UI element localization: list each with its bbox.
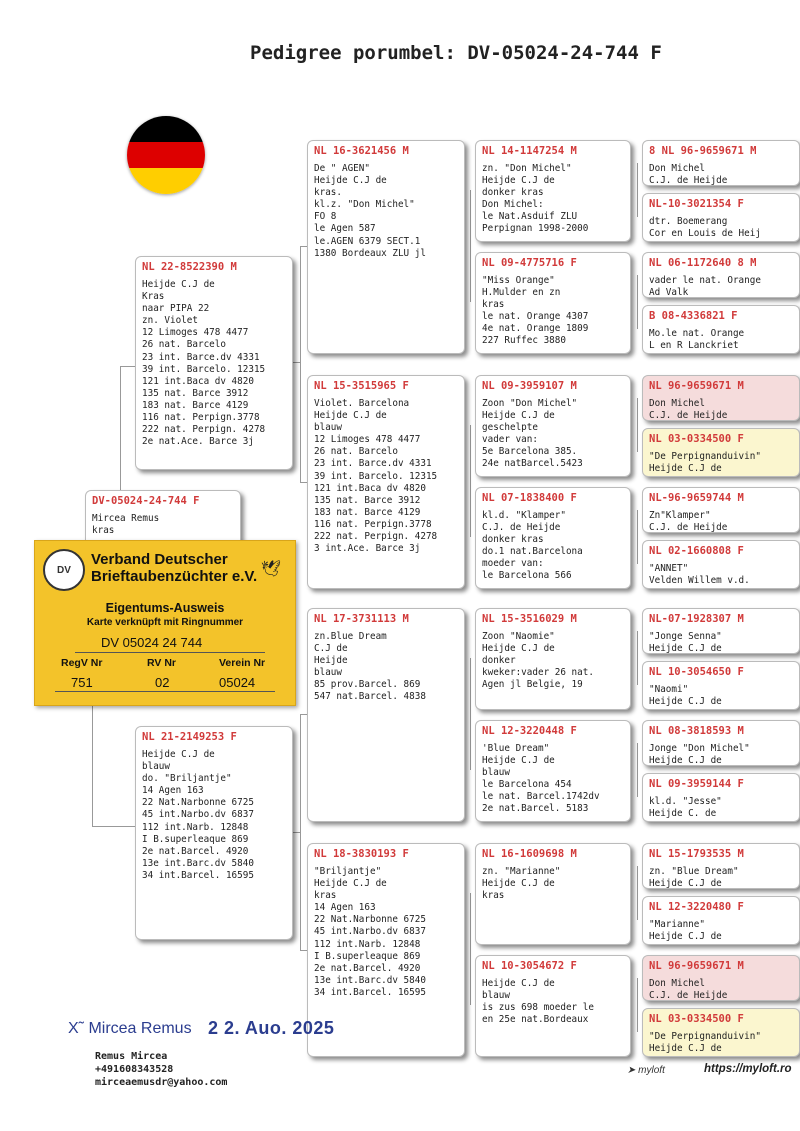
pigeon-info-line: 85 prov.Barcel. 869	[314, 679, 421, 691]
pigeon-info-line: Heijde C.J de	[649, 643, 722, 654]
pigeon-info-line: Heijde C. de	[649, 808, 717, 820]
pigeon-info-line: 222 nat. Perpign. 4278	[142, 424, 266, 436]
pigeon-info-line: 39 int. Barcelo. 12315	[142, 363, 266, 375]
pigeon-info-line: 547 nat.Barcel. 4838	[314, 691, 426, 703]
contact-email: mirceaemusdr@yahoo.com	[95, 1077, 228, 1088]
pigeon-info-line: Heijde C.J de	[314, 878, 387, 890]
pigeon-info-line: le Barcelona 566	[482, 570, 572, 582]
pigeon-card-g8	[642, 540, 800, 589]
divider	[55, 691, 275, 692]
pigeon-info-line: "Briljantje"	[314, 866, 382, 877]
ring-number: DV-05024-24-744 F	[92, 495, 200, 507]
label-regv: RegV Nr	[61, 657, 103, 669]
pigeon-info-line: kl.d. "Jesse"	[649, 796, 722, 807]
ring-number: NL 12-3220448 F	[482, 725, 577, 737]
pigeon-info-line: is zus 698 moeder le	[482, 1002, 594, 1014]
pigeon-info-line: 26 nat. Barcelo	[314, 446, 398, 458]
contact-name: Remus Mircea	[95, 1051, 168, 1062]
connector	[300, 714, 307, 715]
pigeon-info-line: naar PIPA 22	[142, 303, 210, 315]
pigeon-card-g16	[642, 1008, 800, 1057]
id-card-title: Eigentums-Ausweis	[105, 601, 225, 615]
connector	[637, 866, 638, 920]
pigeon-info-line: 13e int.Barc.dv 5840	[142, 857, 254, 869]
pigeon-info-line: 183 nat. Barce 4129	[314, 506, 421, 518]
pigeon-info-line: 'Blue Dream"	[482, 743, 550, 754]
pigeon-info-line: 23 int. Barce.dv 4331	[142, 351, 260, 363]
ring-number: NL 09-3959107 M	[482, 380, 577, 392]
pigeon-info-line: le Barcelona 454	[482, 779, 572, 791]
pigeon-info-line: zn. "Marianne"	[482, 866, 561, 877]
ring-number: NL 03-0334500 F	[649, 1013, 744, 1025]
pigeon-info-line: Don Michel	[649, 978, 705, 989]
pigeon-info-line: 2e nat.Ace. Barce 3j	[142, 436, 254, 448]
pigeon-info-line: vader le nat. Orange	[649, 275, 761, 286]
pigeon-info-line: zn. "Don Michel"	[482, 163, 572, 174]
pigeon-info-line: Heijde C.J de	[649, 463, 722, 475]
association-name-line2: Brieftaubenzüchter e.V.	[91, 568, 258, 585]
pigeon-info-line: Perpignan 1998-2000	[482, 223, 589, 235]
value-verein: 05024	[219, 675, 256, 690]
pigeon-card-ddd	[475, 955, 631, 1057]
pigeon-info-line: Velden Willem v.d.	[649, 575, 750, 587]
ring-number: NL 16-3621456 M	[314, 145, 409, 157]
pigeon-info-line: Heijde C.J de	[482, 175, 555, 187]
pigeon-info-line: "De Perpignanduivin"	[649, 451, 761, 462]
connector	[120, 366, 121, 496]
connector	[637, 275, 638, 329]
pigeon-info-line: 14 Agen 163	[142, 785, 204, 797]
pigeon-info-line: donker	[482, 655, 516, 667]
pigeon-info-line: 34 int.Barcel. 16595	[314, 986, 426, 998]
pigeon-info-line: blauw	[314, 422, 342, 434]
pigeon-info-line: Don Michel	[649, 163, 705, 174]
contact-phone: +491608343528	[95, 1064, 174, 1075]
pigeon-info-line: Don Michel:	[482, 199, 544, 211]
pigeon-info-line: 121 int.Baca dv 4820	[314, 482, 426, 494]
flag-stripe-red	[127, 142, 205, 168]
pigeon-info-line: C.J. de Heijde	[649, 410, 728, 421]
ring-number: NL 17-3731113 M	[314, 613, 409, 625]
pigeon-info-line: 34 int.Barcel. 16595	[142, 869, 254, 881]
pigeon-card-sds	[475, 375, 631, 477]
pigeon-info-line: 4e nat. Orange 1809	[482, 323, 589, 335]
pigeon-info-line: Zoon "Naomie"	[482, 631, 555, 642]
connector	[470, 893, 471, 1005]
pigeon-info-line: kras.	[314, 187, 342, 199]
ring-number: 8 NL 96-9659671 M	[649, 145, 757, 157]
ring-number: B 08-4336821 F	[649, 310, 738, 322]
stamp-date: 2 2. Auo. 2025	[208, 1018, 335, 1038]
connector	[470, 425, 471, 537]
pigeon-info-line: vader van:	[482, 434, 538, 446]
pigeon-info-line: 112 int.Narb. 12848	[314, 938, 421, 950]
pigeon-info-line: I B.superleaque 869	[142, 833, 249, 845]
owner-signature: X˜ Mircea Remus	[68, 1020, 192, 1037]
pigeon-card-g15	[642, 955, 800, 1001]
pigeon-card-g3	[642, 252, 800, 298]
pigeon-info-line: le Agen 587	[314, 223, 376, 235]
connector	[637, 163, 638, 217]
pigeon-info-line: Heijde C.J de	[649, 696, 722, 708]
connector	[637, 510, 638, 564]
pigeon-info-line: Don Michel	[649, 398, 705, 409]
connector	[470, 658, 471, 770]
pigeon-info-line: 116 nat. Perpign.3778	[314, 518, 432, 530]
pigeon-info-line: blauw	[142, 761, 170, 773]
pigeon-info-line: C.J de	[314, 643, 348, 655]
connector	[120, 366, 135, 367]
pigeon-info-line: Heijde C.J de	[142, 749, 215, 760]
pigeon-info-line: 23 int. Barce.dv 4331	[314, 458, 432, 470]
pigeon-info-line: geschelpte	[482, 422, 538, 434]
ring-number: NL 22-8522390 M	[142, 261, 237, 273]
pigeon-info-line: Kras	[142, 291, 165, 303]
pigeon-info-line: Heijde C.J de	[142, 279, 215, 290]
connector	[300, 950, 307, 951]
pigeon-info-line: do.1 nat.Barcelona	[482, 546, 583, 558]
pigeon-info-line: donker kras	[482, 534, 544, 546]
pigeon-info-line: "Marianne"	[649, 919, 705, 930]
connector	[293, 832, 300, 833]
pigeon-info-line: 5e Barcelona 385.	[482, 446, 578, 458]
pigeon-card-dss	[475, 608, 631, 710]
pigeon-info-line: blauw	[314, 667, 342, 679]
pigeon-card-sss	[475, 140, 631, 242]
ring-number: NL 10-3054672 F	[482, 960, 577, 972]
pigeon-info-line: en 25e nat.Bordeaux	[482, 1014, 589, 1026]
bird-logo-icon: ➤	[627, 1065, 636, 1076]
pigeon-info-line: zn. "Blue Dream"	[649, 866, 739, 877]
id-card-ring-number: DV 05024 24 744	[101, 635, 203, 650]
pigeon-info-line: "ANNET"	[649, 563, 689, 574]
germany-flag-icon	[127, 116, 205, 194]
pigeon-info-line: Heijde C.J de	[314, 175, 387, 187]
pigeon-card-sire	[135, 256, 293, 470]
pigeon-icon: 🕊	[261, 561, 282, 578]
connector	[92, 700, 93, 826]
pigeon-info-line: De " AGEN"	[314, 163, 370, 174]
pigeon-card-g2	[642, 193, 800, 242]
pigeon-info-line: blauw	[482, 990, 510, 1002]
ring-number: NL 02-1660808 F	[649, 545, 744, 557]
pigeon-info-line: Heijde C.J de	[649, 755, 722, 766]
pigeon-info-line: 1380 Bordeaux ZLU jl	[314, 247, 426, 259]
pigeon-info-line: donker kras	[482, 187, 544, 199]
association-logo-icon: DV	[43, 549, 85, 591]
pigeon-info-line: kras	[482, 299, 505, 311]
ring-number: NL 15-3516029 M	[482, 613, 577, 625]
pigeon-card-dsd	[475, 720, 631, 822]
website-link[interactable]: https://myloft.ro	[704, 1063, 792, 1075]
pigeon-info-line: Ad Valk	[649, 287, 689, 298]
pigeon-info-line: Mircea Remus	[92, 513, 160, 524]
pigeon-card-g12	[642, 773, 800, 822]
pigeon-info-line: 222 nat. Perpign. 4278	[314, 531, 438, 543]
pigeon-info-line: kras	[92, 525, 115, 537]
pigeon-info-line: kl.z. "Don Michel"	[314, 199, 415, 211]
pigeon-info-line: zn.Blue Dream	[314, 631, 387, 642]
association-name	[91, 551, 257, 585]
pigeon-info-line: 121 int.Baca dv 4820	[142, 375, 254, 387]
pigeon-card-g6	[642, 428, 800, 477]
ring-number: NL 14-1147254 M	[482, 145, 577, 157]
pigeon-info-line: 12 Limoges 478 4477	[142, 327, 249, 339]
flag-stripe-gold	[127, 168, 205, 194]
ring-number: NL 18-3830193 F	[314, 848, 409, 860]
divider	[75, 652, 265, 653]
pigeon-info-line: "Naomi"	[649, 684, 689, 695]
ring-number: NL 96-9659671 M	[649, 380, 744, 392]
pigeon-info-line: "Miss Orange"	[482, 275, 555, 286]
value-rv: 02	[155, 675, 170, 690]
pigeon-info-line: Heijde C.J de	[482, 643, 555, 655]
connector	[300, 714, 301, 950]
pigeon-info-line: H.Mulder en zn	[482, 287, 561, 299]
pigeon-info-line: kras	[482, 890, 505, 902]
pigeon-info-line: 3 int.Ace. Barce 3j	[314, 543, 421, 555]
ring-number: NL 96-9659671 M	[649, 960, 744, 972]
connector	[300, 482, 307, 483]
label-rv: RV Nr	[147, 657, 176, 669]
pigeon-card-g5	[642, 375, 800, 421]
ring-number: NL 08-3818593 M	[649, 725, 744, 737]
pigeon-info-line: 22 Nat.Narbonne 6725	[142, 797, 254, 809]
pigeon-info-line: dtr. Boemerang	[649, 216, 728, 227]
pigeon-info-line: 2e nat.Barcel. 4920	[142, 845, 249, 857]
pigeon-info-line: Zoon "Don Michel"	[482, 398, 578, 409]
pigeon-info-line: Heijde C.J de	[482, 755, 555, 767]
ring-number: NL 21-2149253 F	[142, 731, 237, 743]
pigeon-info-line: 22 Nat.Narbonne 6725	[314, 914, 426, 926]
pigeon-card-ssd	[475, 252, 631, 354]
ring-number: NL 15-1793535 M	[649, 848, 744, 860]
pigeon-info-line: 2e nat.Barcel. 5183	[482, 803, 589, 815]
pigeon-card-ss	[307, 140, 465, 354]
ring-number: NL 09-4775716 F	[482, 257, 577, 269]
pigeon-info-line: C.J. de Heijde	[649, 990, 728, 1001]
ring-number: NL-07-1928307 M	[649, 613, 744, 625]
pigeon-info-line: 14 Agen 163	[314, 902, 376, 914]
association-name-line1: Verband Deutscher	[91, 551, 228, 568]
pigeon-info-line: moeder van:	[482, 558, 544, 570]
ring-number: NL 15-3515965 F	[314, 380, 409, 392]
pigeon-info-line: kl.d. "Klamper"	[482, 510, 566, 521]
pigeon-info-line: 116 nat. Perpign.3778	[142, 412, 260, 424]
ring-number: NL 03-0334500 F	[649, 433, 744, 445]
ring-number: NL 12-3220480 F	[649, 901, 744, 913]
connector	[293, 362, 300, 363]
pigeon-info-line: C.J. de Heijde	[649, 522, 728, 533]
pigeon-info-line: C.J. de Heijde	[482, 522, 561, 534]
pigeon-info-line: 26 nat. Barcelo	[142, 339, 226, 351]
connector	[300, 246, 307, 247]
pigeon-info-line: 24e natBarcel.5423	[482, 458, 583, 470]
ring-number: NL-96-9659744 M	[649, 492, 744, 504]
pigeon-card-sdd	[475, 487, 631, 589]
flag-stripe-black	[127, 116, 205, 142]
pigeon-card-g1	[642, 140, 800, 186]
pigeon-info-line: Cor en Louis de Heij	[649, 228, 761, 240]
myloft-logo-text: myloft	[638, 1065, 665, 1076]
pigeon-info-line: Agen jl Belgie, 19	[482, 679, 583, 691]
pigeon-card-dds	[475, 843, 631, 945]
connector	[92, 826, 135, 827]
connector	[470, 190, 471, 302]
pigeon-info-line: 13e int.Barc.dv 5840	[314, 974, 426, 986]
pigeon-card-g4	[642, 305, 800, 354]
ring-number: NL 16-1609698 M	[482, 848, 577, 860]
pigeon-card-sd	[307, 375, 465, 589]
ring-number: NL 07-1838400 F	[482, 492, 577, 504]
pigeon-card-dam	[135, 726, 293, 940]
pigeon-card-g13	[642, 843, 800, 889]
pigeon-info-line: Heijde C.J de	[649, 878, 722, 889]
pigeon-info-line: zn. Violet	[142, 315, 198, 327]
pigeon-info-line: L en R Lanckriet	[649, 340, 739, 352]
pigeon-info-line: Heijde C.J de	[649, 931, 722, 943]
pigeon-info-line: 183 nat. Barce 4129	[142, 399, 249, 411]
pigeon-info-line: le nat. Barcel.1742dv	[482, 791, 600, 803]
myloft-logo	[627, 1065, 665, 1076]
page-title: Pedigree porumbel: DV-05024-24-744 F	[250, 42, 662, 64]
pigeon-info-line: 45 int.Narbo.dv 6837	[314, 926, 426, 938]
ring-number: NL 10-3054650 F	[649, 666, 744, 678]
pigeon-info-line: Heijde C.J de	[482, 878, 555, 890]
pigeon-card-g14	[642, 896, 800, 945]
pigeon-info-line: kras	[314, 890, 337, 902]
pigeon-info-line: Heijde C.J de	[482, 410, 555, 422]
pigeon-info-line: Heijde	[314, 655, 348, 667]
connector	[637, 978, 638, 1032]
pigeon-info-line: "De Perpignanduivin"	[649, 1031, 761, 1042]
pigeon-info-line: 112 int.Narb. 12848	[142, 821, 249, 833]
ring-number: NL 09-3959144 F	[649, 778, 744, 790]
pigeon-info-line: le.AGEN 6379 SECT.1	[314, 235, 421, 247]
pigeon-info-line: le nat. Orange 4307	[482, 311, 589, 323]
pigeon-info-line: I B.superleaque 869	[314, 950, 421, 962]
label-verein: Verein Nr	[219, 657, 266, 669]
pigeon-info-line: Heijde C.J de	[314, 410, 387, 422]
pigeon-info-line: blauw	[482, 767, 510, 779]
pigeon-card-g10	[642, 661, 800, 710]
pigeon-info-line: 39 int. Barcelo. 12315	[314, 470, 438, 482]
connector	[637, 743, 638, 797]
connector	[300, 246, 301, 482]
pigeon-card-g11	[642, 720, 800, 766]
pigeon-info-line: "Jonge Senna"	[649, 631, 722, 642]
pigeon-card-g9	[642, 608, 800, 654]
pigeon-info-line: Mo.le nat. Orange	[649, 328, 745, 339]
id-card-subtitle: Karte verknüpft mit Ringnummer	[86, 617, 244, 628]
pigeon-info-line: 135 nat. Barce 3912	[314, 494, 421, 506]
pigeon-info-line: FO 8	[314, 211, 337, 223]
pigeon-info-line: Heijde C.J de	[482, 978, 555, 989]
pigeon-card-ds	[307, 608, 465, 822]
pigeon-info-line: 135 nat. Barce 3912	[142, 387, 249, 399]
pigeon-info-line: 227 Ruffec 3880	[482, 335, 566, 347]
pigeon-info-line: Jonge "Don Michel"	[649, 743, 750, 754]
ring-number: NL-10-3021354 F	[649, 198, 744, 210]
connector	[637, 631, 638, 685]
pigeon-card-g7	[642, 487, 800, 533]
connector	[637, 398, 638, 452]
pigeon-info-line: kweker:vader 26 nat.	[482, 667, 594, 679]
ownership-id-card	[34, 540, 296, 706]
pigeon-info-line: 45 int.Narbo.dv 6837	[142, 809, 254, 821]
pigeon-info-line: C.J. de Heijde	[649, 175, 728, 186]
pigeon-info-line: 2e nat.Barcel. 4920	[314, 962, 421, 974]
pigeon-info-line: Violet. Barcelona	[314, 398, 410, 409]
pigeon-info-line: 12 Limoges 478 4477	[314, 434, 421, 446]
value-regv: 751	[71, 675, 93, 690]
ring-number: NL 06-1172640 8 M	[649, 257, 757, 269]
pigeon-info-line: le Nat.Asduif ZLU	[482, 211, 578, 223]
pigeon-info-line: Zn"Klamper"	[649, 510, 711, 521]
pigeon-info-line: do. "Briljantje"	[142, 773, 232, 785]
pigeon-info-line: Heijde C.J de	[649, 1043, 722, 1055]
